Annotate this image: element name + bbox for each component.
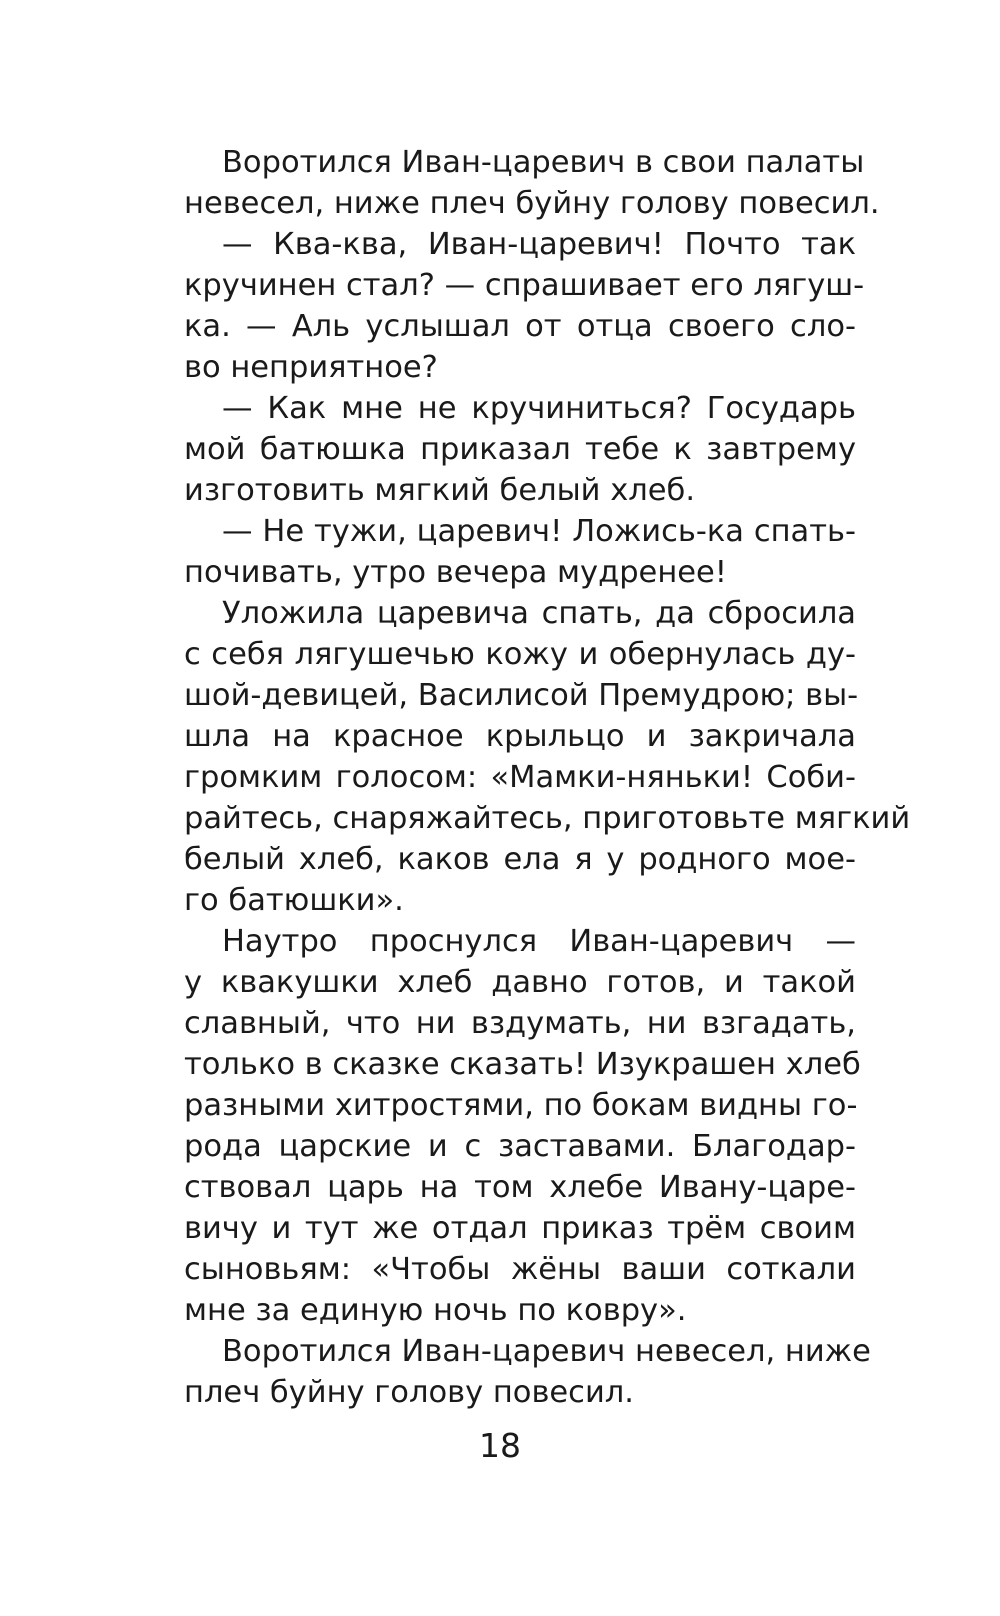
text-line: — Как мне не кручиниться? Государь bbox=[222, 391, 856, 426]
paragraph-2 bbox=[184, 224, 865, 388]
text-line: Наутро проснулся Иван-царевич — bbox=[222, 924, 856, 959]
text-line: громким голосом: «Мамки-няньки! Соби- bbox=[184, 760, 856, 795]
paragraph-6 bbox=[184, 921, 861, 1331]
text-line: го батюшки». bbox=[184, 883, 404, 918]
page-text bbox=[184, 142, 911, 1413]
text-line: мой батюшка приказал тебе к завтрему bbox=[184, 432, 856, 467]
paragraph-4 bbox=[184, 511, 856, 593]
text-line: вичу и тут же отдал приказ трём своим bbox=[184, 1211, 856, 1246]
text-line: кручинен стал? — спрашивает его лягуш- bbox=[184, 268, 865, 303]
text-line: ствовал царь на том хлебе Ивану-царе- bbox=[184, 1170, 856, 1205]
text-line: райтесь, снаряжайтесь, приготовьте мягкий bbox=[184, 801, 911, 836]
text-line: разными хитростями, по бокам видны го- bbox=[184, 1088, 858, 1123]
text-line: во неприятное? bbox=[184, 350, 438, 385]
text-line: изготовить мягкий белый хлеб. bbox=[184, 473, 696, 508]
text-line: мне за единую ночь по ковру». bbox=[184, 1293, 687, 1328]
text-line: славный, что ни вздумать, ни взгадать, bbox=[184, 1006, 856, 1041]
text-line: сыновьям: «Чтобы жёны ваши соткали bbox=[184, 1252, 856, 1287]
text-line: Уложила царевича спать, да сбросила bbox=[222, 596, 856, 631]
text-line: — Ква-ква, Иван-царевич! Почто так bbox=[222, 227, 856, 262]
text-line: — Не тужи, царевич! Ложись-ка спать- bbox=[222, 514, 856, 549]
text-line: с себя лягушечью кожу и обернулась ду- bbox=[184, 637, 856, 672]
text-line: Воротился Иван-царевич в свои палаты bbox=[222, 145, 865, 180]
paragraph-7 bbox=[184, 1331, 871, 1413]
text-line: шла на красное крыльцо и закричала bbox=[184, 719, 856, 754]
paragraph-1 bbox=[184, 142, 880, 224]
paragraph-3 bbox=[184, 388, 856, 511]
text-line: почивать, утро вечера мудренее! bbox=[184, 555, 728, 590]
text-line: Воротился Иван-царевич невесел, ниже bbox=[222, 1334, 871, 1369]
text-line: шой-девицей, Василисой Премудрою; вы- bbox=[184, 678, 859, 713]
text-line: белый хлеб, каков ела я у родного мое- bbox=[184, 842, 856, 877]
paragraph-5 bbox=[184, 593, 911, 921]
text-line: у квакушки хлеб давно готов, и такой bbox=[184, 965, 856, 1000]
text-line: невесел, ниже плеч буйну голову повесил. bbox=[184, 186, 880, 221]
text-line: плеч буйну голову повесил. bbox=[184, 1375, 634, 1410]
text-line: рода царские и с заставами. Благодар- bbox=[184, 1129, 856, 1164]
page-number: 18 bbox=[479, 1426, 521, 1465]
text-line: ка. — Аль услышал от отца своего сло- bbox=[184, 309, 856, 344]
text-line: только в сказке сказать! Изукрашен хлеб bbox=[184, 1047, 861, 1082]
